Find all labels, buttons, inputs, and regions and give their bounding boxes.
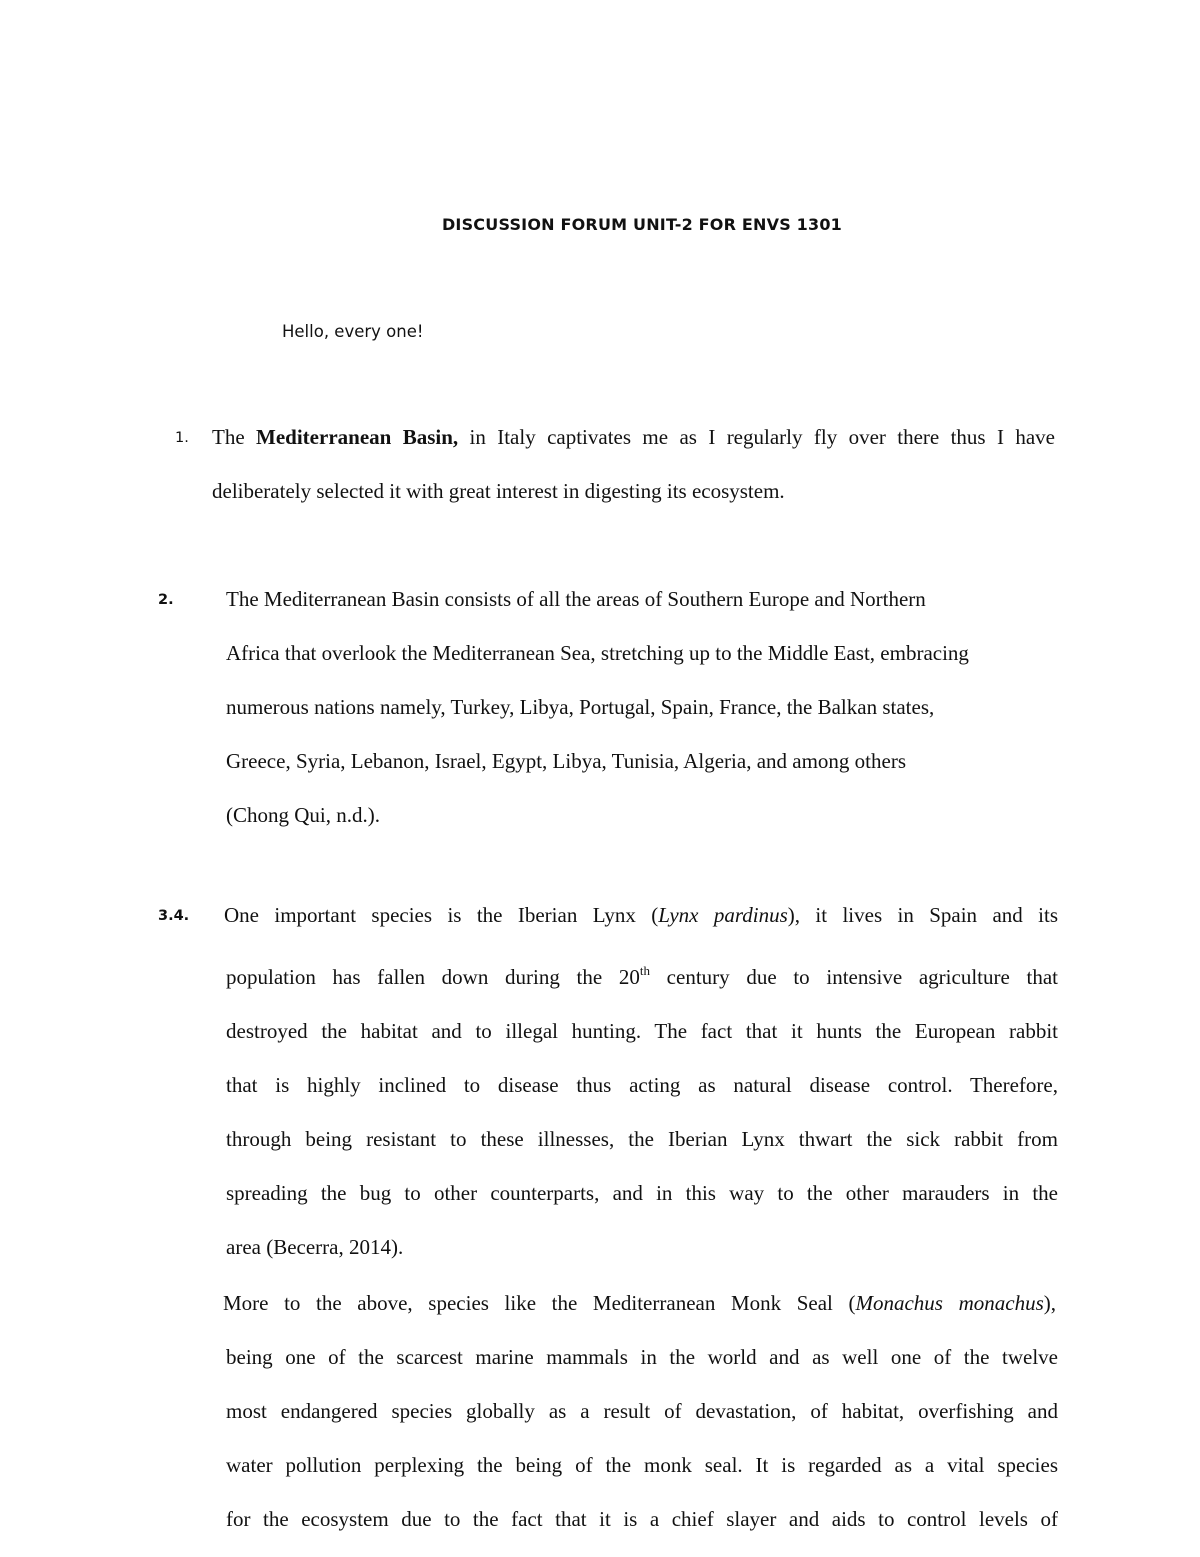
para4-line-3: most endangered species globally as a result of devastation, of habitat, overfishing and [226, 1399, 1058, 1423]
item3-line-2-pre: population has fallen down during the 20 [226, 965, 640, 989]
item2-line-1: The Mediterranean Basin consists of all the areas of Southern Europe and Northern [226, 587, 926, 611]
item1-line-2: deliberately selected it with great interest in digesting its ecosystem. [212, 479, 785, 503]
para4-line-4: water pollution perplexing the being of the monk seal. It is regarded as a vital species [226, 1453, 1058, 1477]
item1-line-1-post: in Italy captivates me as I regularly fly over there thus I have [458, 425, 1055, 449]
para4-line-1 [223, 1291, 1056, 1316]
item3-species-name: Lynx pardinus [658, 903, 788, 927]
item1-line-1-pre: The [212, 425, 257, 449]
item2-line-3: numerous nations namely, Turkey, Libya, Portugal, Spain, France, the Balkan states, [226, 695, 935, 719]
item3-line-1-pre: One important species is the Iberian Lynx ( [224, 903, 659, 927]
item3-line-7: area (Becerra, 2014). [226, 1235, 404, 1259]
item3-line-2-post: century due to intensive agriculture that [650, 965, 1058, 989]
item2-line-2: Africa that overlook the Mediterranean Sea, stretching up to the Middle East, embracing [226, 641, 969, 665]
item2-line-5: (Chong Qui, n.d.). [226, 803, 380, 827]
para4-line-1-post: ), [1043, 1291, 1056, 1315]
item1-line-1 [212, 425, 1055, 450]
item3-line-4: that is highly inclined to disease thus acting as natural disease control. Therefore, [226, 1073, 1058, 1097]
para4-line-2: being one of the scarcest marine mammals in the world and as well one of the twelve [226, 1345, 1058, 1369]
list-marker-3: 3.4. [158, 908, 190, 924]
item3-line-2 [226, 965, 1058, 990]
para4-species-name: Monachus monachus [855, 1291, 1044, 1315]
para4-line-1-pre: More to the above, species like the Mediterranean Monk Seal ( [223, 1291, 856, 1315]
item3-line-6: spreading the bug to other counterparts, and in this way to the other marauders in the [226, 1181, 1058, 1205]
item3-line-3: destroyed the habitat and to illegal hunting. The fact that it hunts the European rabbit [226, 1019, 1058, 1043]
item3-line-5: through being resistant to these illnesses, the Iberian Lynx thwart the sick rabbit from [226, 1127, 1058, 1151]
list-marker-2: 2. [158, 592, 174, 608]
item3-line-1 [224, 903, 1058, 928]
para4-line-5: for the ecosystem due to the fact that it is a chief slayer and aids to control levels of [226, 1507, 1058, 1531]
document-title: DISCUSSION FORUM UNIT-2 FOR ENVS 1301 [441, 215, 843, 234]
list-marker-1: 1. [175, 430, 189, 446]
item3-ordinal-suffix: th [639, 963, 650, 978]
item1-bold-term: Mediterranean Basin, [256, 425, 459, 449]
item3-line-1-post: ), it lives in Spain and its [787, 903, 1058, 927]
greeting-text: Hello, every one! [282, 322, 424, 341]
item2-line-4: Greece, Syria, Lebanon, Israel, Egypt, Libya, Tunisia, Algeria, and among others [226, 749, 906, 773]
